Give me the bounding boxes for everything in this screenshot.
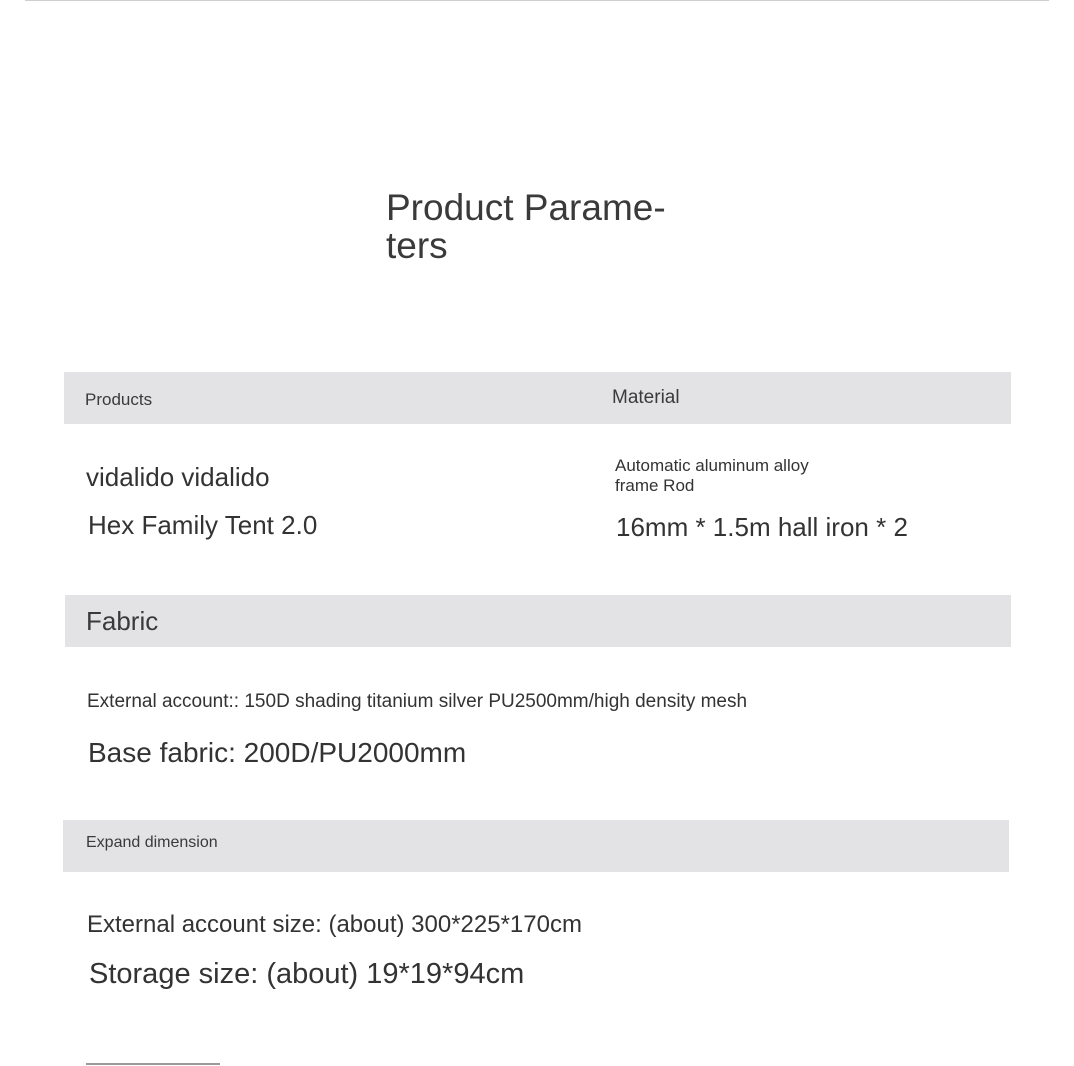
dimension-header-label: Expand dimension	[86, 834, 218, 851]
brand-name: vidalido vidalido	[86, 462, 270, 492]
storage-size-spec: Storage size: (about) 19*19*94cm	[89, 958, 525, 990]
fabric-header-label: Fabric	[86, 606, 159, 636]
dimension-header-bar	[63, 820, 1009, 872]
model-name: Hex Family Tent 2.0	[88, 510, 318, 540]
material-header-label: Material	[612, 387, 680, 408]
fabric-external-spec: External account:: 150D shading titanium silver PU2500mm/high density mesh	[87, 691, 748, 712]
products-header-bar	[64, 372, 1011, 424]
fabric-base-spec: Base fabric: 200D/PU2000mm	[88, 737, 467, 768]
bottom-divider	[86, 1063, 220, 1065]
top-divider	[25, 0, 1049, 1]
fabric-header-bar	[65, 595, 1011, 647]
products-header-label: Products	[85, 390, 153, 409]
rod-spec: 16mm * 1.5m hall iron * 2	[616, 512, 908, 542]
page-title: Product Parame- ters	[386, 187, 666, 266]
external-size-spec: External account size: (about) 300*225*170cm	[87, 911, 582, 938]
material-description-line2: frame Rod	[615, 476, 695, 495]
material-description-line1: Automatic aluminum alloy	[615, 456, 809, 475]
